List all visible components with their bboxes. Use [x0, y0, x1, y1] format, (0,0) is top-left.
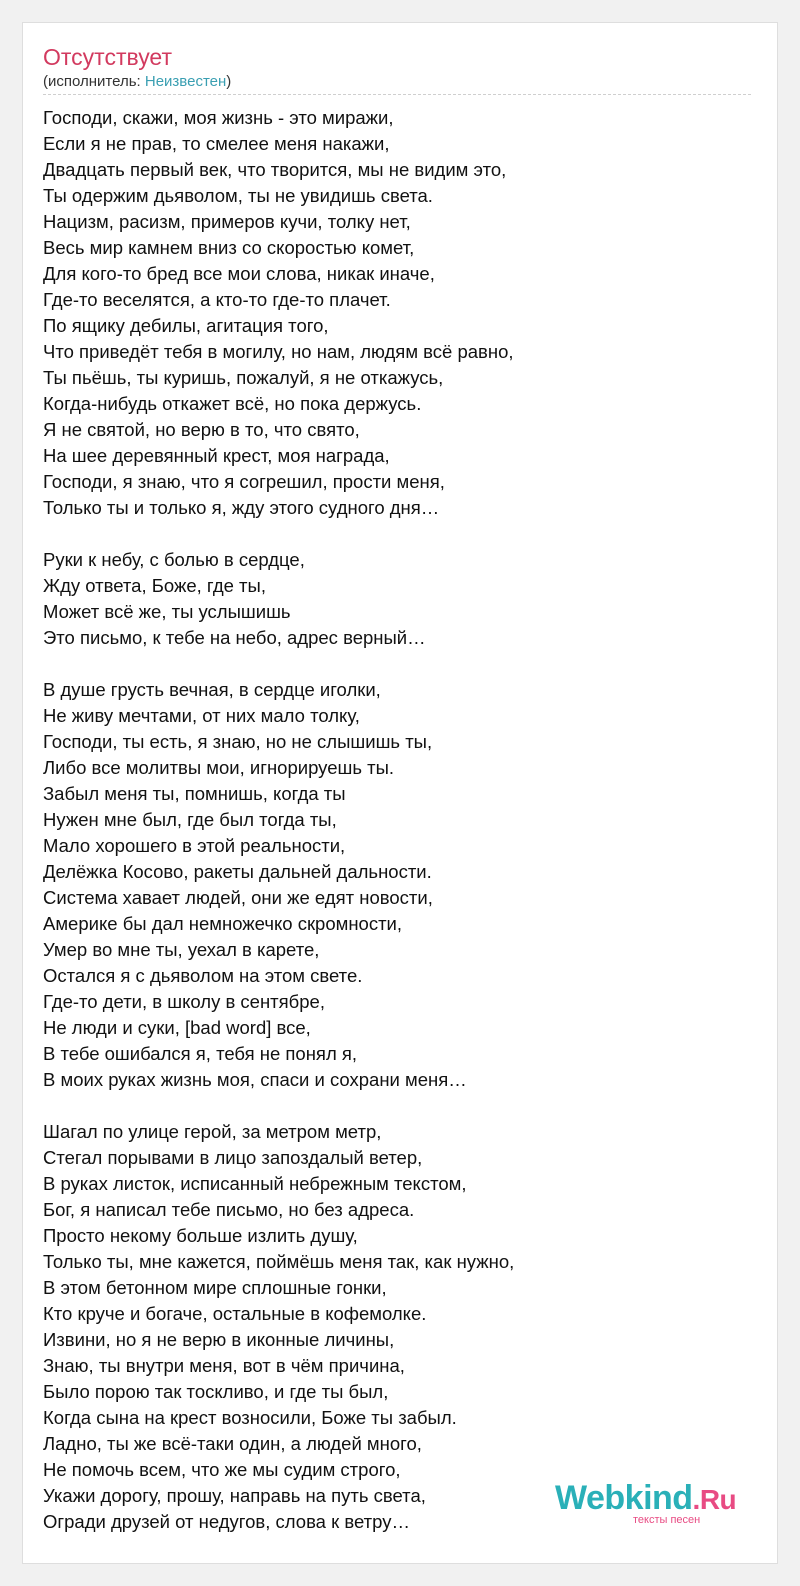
lyric-line: Кто круче и богаче, остальные в кофемолке. [43, 1303, 427, 1324]
lyric-line: Укажи дорогу, прошу, направь на путь света, [43, 1485, 426, 1506]
lyric-line: Только ты, мне кажется, поймёшь меня так, как нужно, [43, 1251, 515, 1272]
lyric-line: По ящику дебилы, агитация того, [43, 315, 329, 336]
artist-link[interactable]: Неизвестен [144, 73, 227, 90]
lyric-line: В моих руках жизнь моя, спаси и сохрани меня… [43, 1069, 467, 1090]
lyric-line: Жду ответа, Боже, где ты, [43, 575, 266, 596]
artist-prefix: (исполнитель: [43, 73, 145, 90]
lyric-line: Просто некому больше излить душу, [43, 1225, 358, 1246]
stanza-break [43, 1093, 753, 1119]
lyric-line: Делёжка Косово, ракеты дальней дальности. [43, 861, 432, 882]
lyric-line: Извини, но я не верю в иконные личины, [43, 1329, 395, 1350]
lyric-line: Это письмо, к тебе на небо, адрес верный… [43, 627, 426, 648]
lyric-line: Только ты и только я, жду этого судного дня… [43, 497, 440, 518]
lyric-line: Остался я с дьяволом на этом свете. [43, 965, 363, 986]
lyric-line: В этом бетонном мире сплошные гонки, [43, 1277, 387, 1298]
artist-line [43, 73, 231, 91]
lyric-line: Америке бы дал немножечко скромности, [43, 913, 403, 934]
lyric-line: Я не святой, но верю в то, что свято, [43, 419, 360, 440]
lyric-line: Огради друзей от недугов, слова к ветру… [43, 1511, 410, 1532]
lyric-line: Шагал по улице герой, за метром метр, [43, 1121, 382, 1142]
lyric-line: Нужен мне был, где был тогда ты, [43, 809, 337, 830]
lyric-line: Было порою так тоскливо, и где ты был, [43, 1381, 389, 1402]
lyric-line: Умер во мне ты, уехал в карете, [43, 939, 320, 960]
lyric-line: Для кого-то бред все мои слова, никак иначе, [43, 263, 435, 284]
lyric-line: Забыл меня ты, помнишь, когда ты [43, 783, 346, 804]
lyric-line: Система хавает людей, они же едят новости, [43, 887, 433, 908]
lyric-line: Руки к небу, с болью в сердце, [43, 549, 305, 570]
lyric-line: В тебе ошибался я, тебя не понял я, [43, 1043, 358, 1064]
lyric-line: Господи, скажи, моя жизнь - это миражи, [43, 107, 394, 128]
lyric-line: Где-то веселятся, а кто-то где-то плачет. [43, 289, 391, 310]
logo-tagline: тексты песен [633, 1514, 701, 1526]
lyric-line: Не люди и суки, [bad word] все, [43, 1017, 311, 1038]
lyric-line: Стегал порывами в лицо запоздалый ветер, [43, 1147, 423, 1168]
lyric-line: На шее деревянный крест, моя награда, [43, 445, 390, 466]
stanza-break [43, 651, 753, 677]
artist-suffix: ) [226, 73, 232, 90]
logo-tld: .Ru [692, 1484, 737, 1515]
lyric-line: Бог, я написал тебе письмо, но без адреса. [43, 1199, 415, 1220]
lyric-line: Ты пьёшь, ты куришь, пожалуй, я не откажусь, [43, 367, 444, 388]
webkind-logo[interactable] [555, 1478, 755, 1526]
lyrics-text [43, 105, 753, 1535]
title-divider [43, 94, 751, 95]
lyric-line: Ладно, ты же всё-таки один, а людей много, [43, 1433, 422, 1454]
lyric-line: Знаю, ты внутри меня, вот в чём причина, [43, 1355, 405, 1376]
lyric-line: В душе грусть вечная, в сердце иголки, [43, 679, 381, 700]
lyric-line: Господи, я знаю, что я согрешил, прости меня, [43, 471, 445, 492]
lyric-line: Не живу мечтами, от них мало толку, [43, 705, 360, 726]
lyric-line: Ты одержим дьяволом, ты не увидишь света. [43, 185, 433, 206]
lyric-line: Где-то дети, в школу в сентябре, [43, 991, 325, 1012]
lyric-line: Весь мир камнем вниз со скоростью комет, [43, 237, 415, 258]
lyric-line: Если я не прав, то смелее меня накажи, [43, 133, 390, 154]
lyric-line: Когда-нибудь откажет всё, но пока держусь. [43, 393, 422, 414]
lyric-line: Мало хорошего в этой реальности, [43, 835, 346, 856]
lyric-line: Либо все молитвы мои, игнорируешь ты. [43, 757, 395, 778]
stanza-break [43, 521, 753, 547]
lyric-line: Нацизм, расизм, примеров кучи, толку нет, [43, 211, 411, 232]
lyric-line: Может всё же, ты услышишь [43, 601, 291, 622]
logo-brand: Webkind [555, 1479, 693, 1517]
lyric-line: Господи, ты есть, я знаю, но не слышишь ты, [43, 731, 433, 752]
lyric-line: В руках листок, исписанный небрежным текстом, [43, 1173, 467, 1194]
lyrics-card [22, 22, 778, 1564]
lyric-line: Двадцать первый век, что творится, мы не видим это, [43, 159, 507, 180]
lyric-line: Что приведёт тебя в могилу, но нам, людям всё равно, [43, 341, 514, 362]
lyric-line: Не помочь всем, что же мы судим строго, [43, 1459, 401, 1480]
lyric-line: Когда сына на крест возносили, Боже ты забыл. [43, 1407, 457, 1428]
song-title: Отсутствует [43, 44, 172, 70]
